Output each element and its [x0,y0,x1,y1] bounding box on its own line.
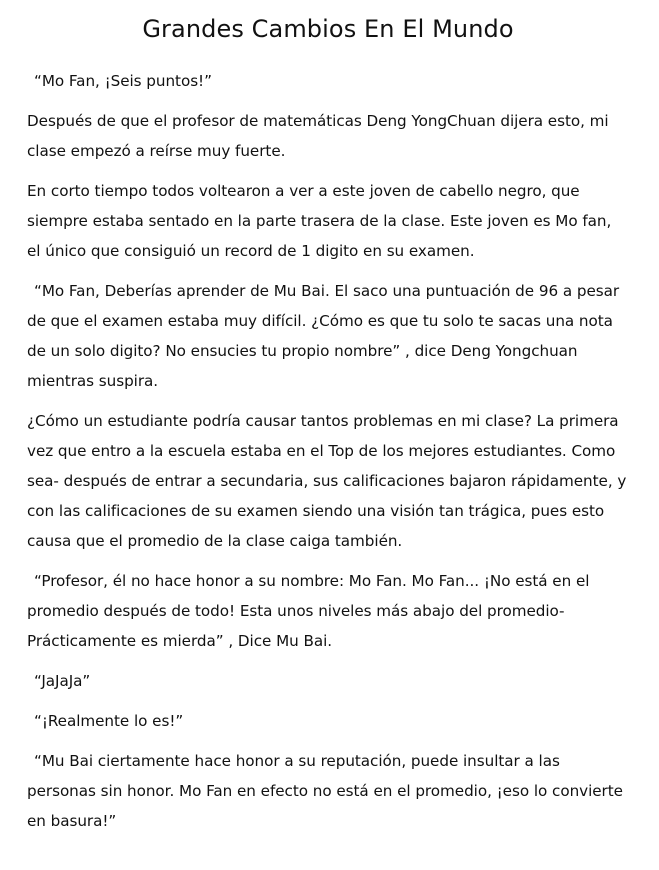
narrative-paragraph: En corto tiempo todos voltearon a ver a este joven de cabello negro, que siempre estaba sentado en la parte trasera de la clase. Este joven es Mo fan, el único que consiguió un record de 1 digito en su examen. [27,182,612,260]
narrative-paragraph: Después de que el profesor de matemáticas Deng YongChuan dijera esto, mi clase empezó a reírse muy fuerte. [27,112,609,160]
dialogue-paragraph: “¡Realmente lo es!” [34,712,184,730]
document-body [27,66,629,836]
dialogue-paragraph: “Mu Bai ciertamente hace honor a su reputación, puede insultar a las personas sin honor. Mo Fan en efecto no está en el promedio, ¡eso lo convierte en basura!” [27,752,623,830]
dialogue-paragraph: “Mo Fan, ¡Seis puntos!” [34,72,212,90]
dialogue-paragraph: “JaJaJa” [34,672,91,690]
dialogue-paragraph: “Profesor, él no hace honor a su nombre: Mo Fan. Mo Fan... ¡No está en el promedio después de todo! Esta unos niveles más abajo del promedio- Prácticamente es mierda” , Dice Mu Bai. [27,572,590,650]
narrative-paragraph: ¿Cómo un estudiante podría causar tantos problemas en mi clase? La primera vez que entro a la escuela estaba en el Top de los mejores estudiantes. Como sea- después de entrar a secundaria, sus calificaciones bajaron rápidamente, y con las calificaciones de su examen siendo una visión tan trágica, pues esto causa que el promedio de la clase caiga también. [27,412,627,550]
dialogue-paragraph: “Mo Fan, Deberías aprender de Mu Bai. El saco una puntuación de 96 a pesar de que el examen estaba muy difícil. ¿Cómo es que tu solo te sacas una nota de un solo digito? No ensucies tu propio nombre” , dice Deng Yongchuan mientras suspira. [27,282,620,390]
page-title: Grandes Cambios En El Mundo [142,15,514,43]
